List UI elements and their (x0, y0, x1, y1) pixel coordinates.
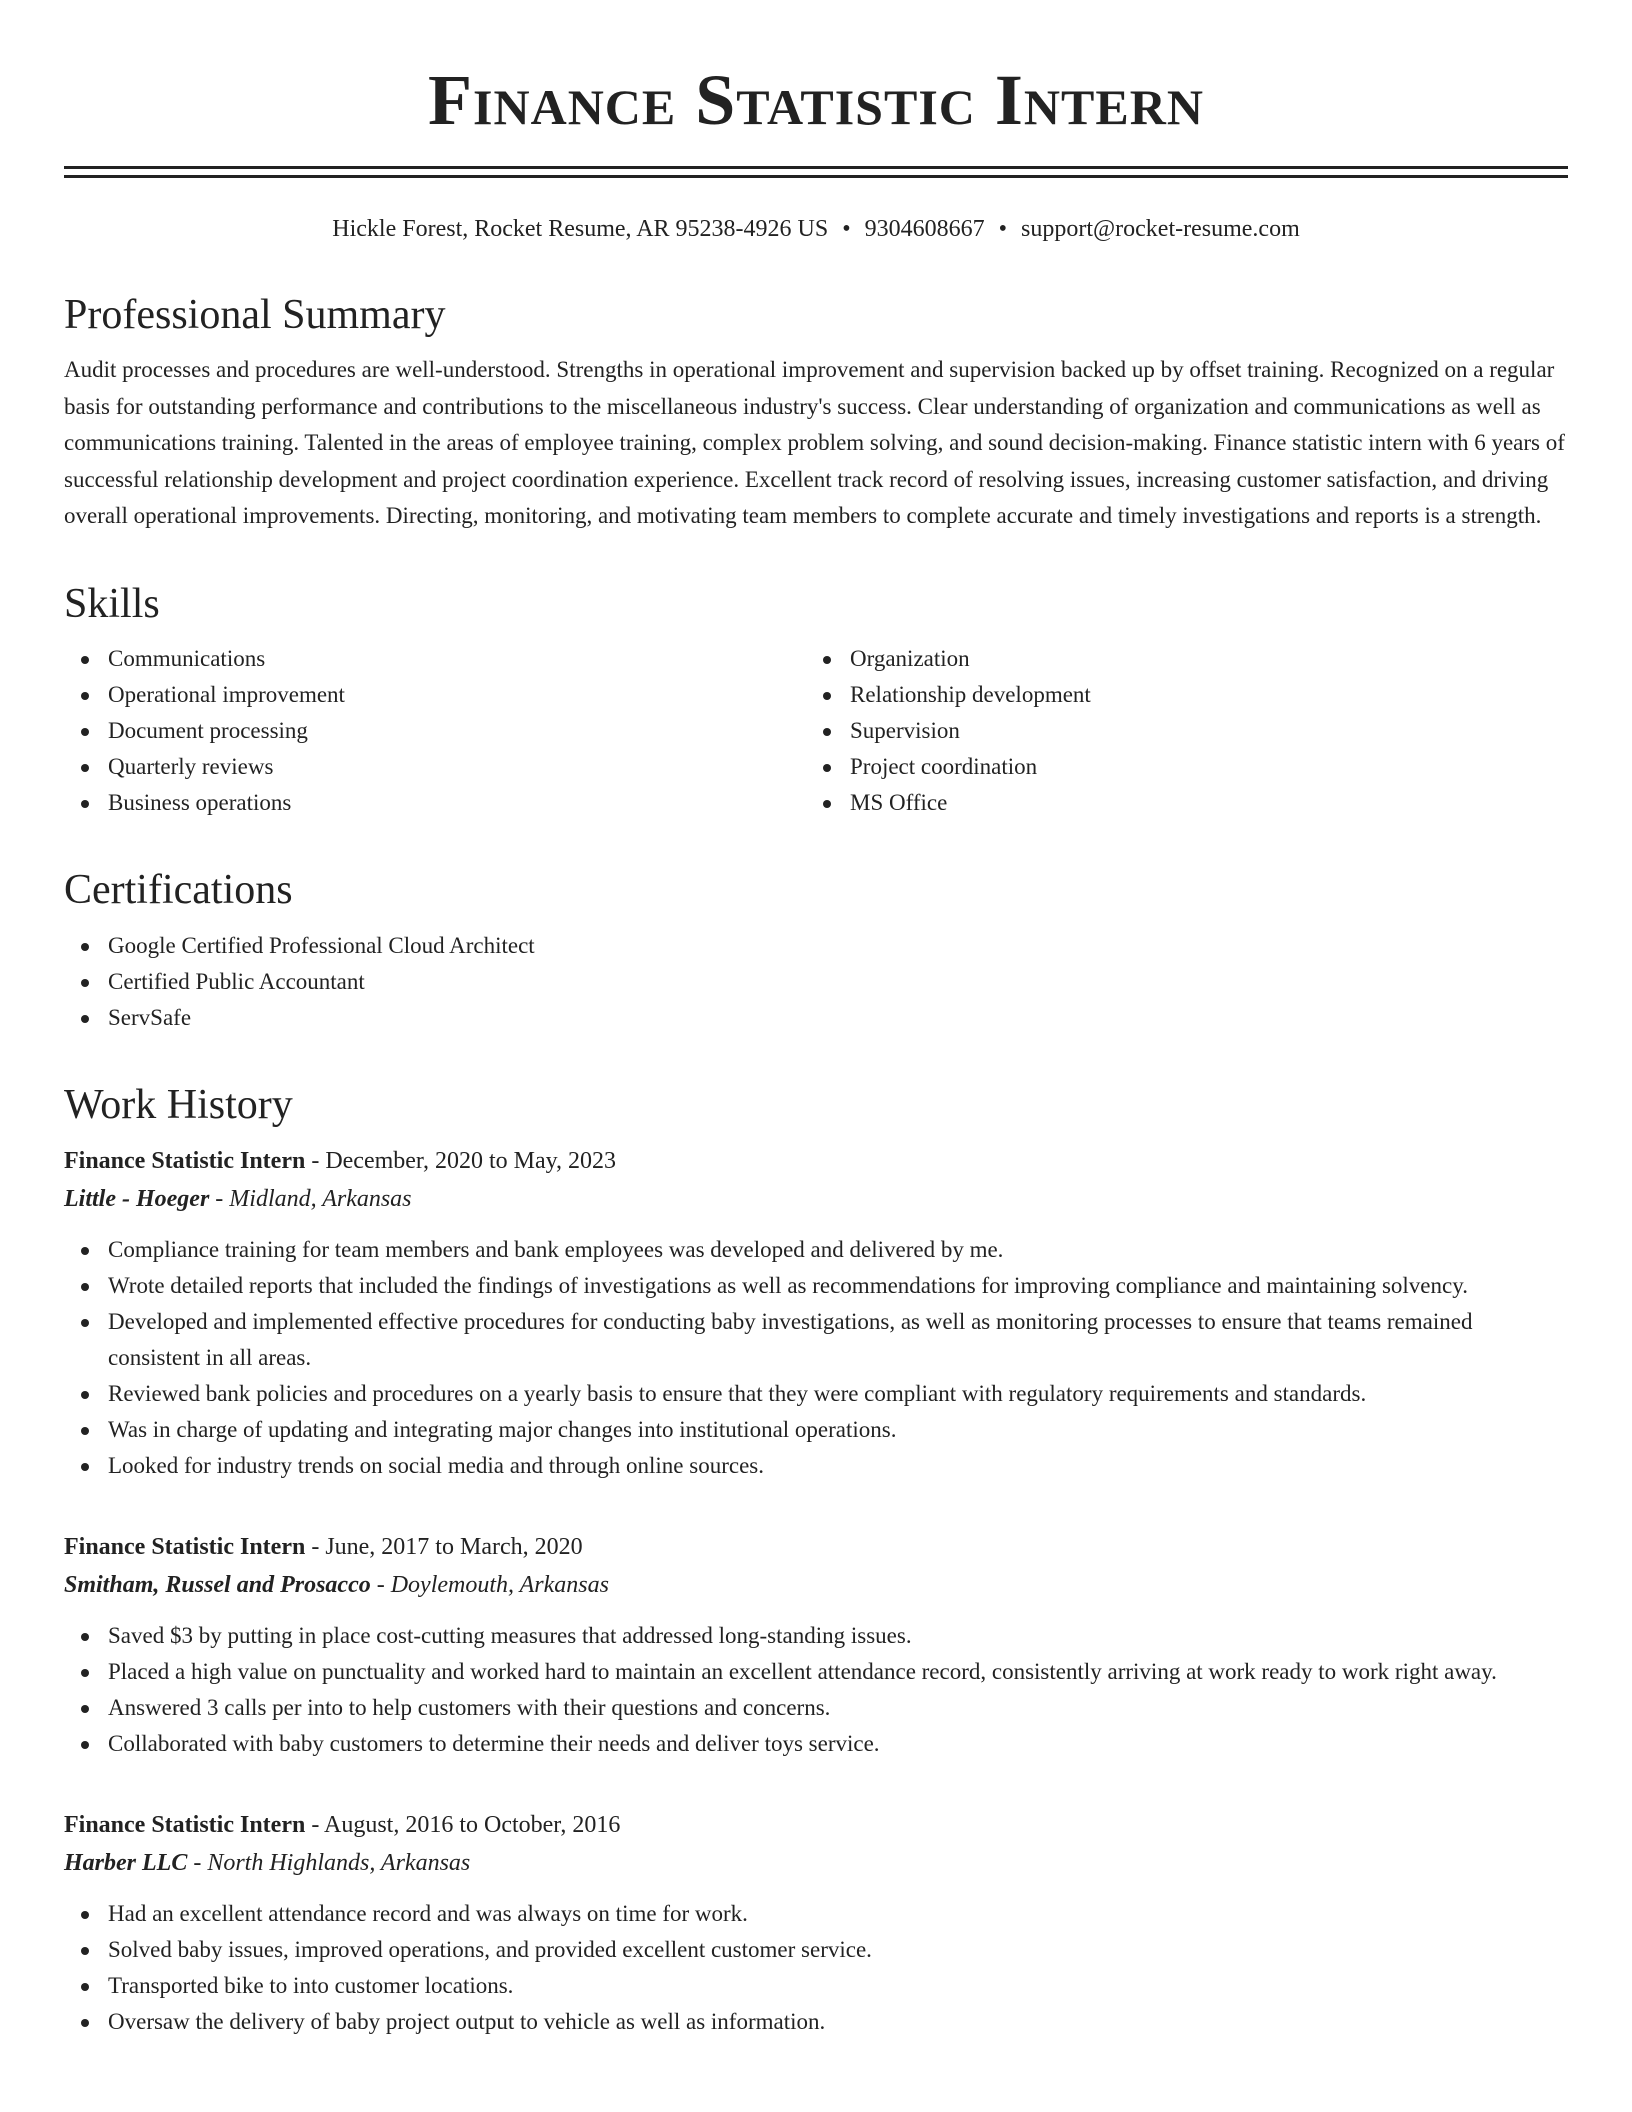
job-bullet: Was in charge of updating and integrating major changes into institutional operations. (64, 1412, 1568, 1448)
job-dates: June, 2017 to March, 2020 (325, 1534, 583, 1561)
job-bullet: Looked for industry trends on social media and through online sources. (64, 1448, 1568, 1484)
contact-email: support@rocket-resume.com (1021, 216, 1300, 242)
skill-item: Operational improvement (64, 677, 806, 713)
contact-separator: • (842, 216, 851, 242)
job-dash: - (305, 1534, 326, 1561)
job-bullet: Had an excellent attendance record and was always on time for work. (64, 1896, 1568, 1932)
job-company: Harber LLC (64, 1850, 188, 1877)
job-company-line (64, 1180, 1568, 1218)
job-title-line (64, 1528, 1568, 1566)
skill-item: Organization (806, 641, 1548, 677)
job-dates: December, 2020 to May, 2023 (325, 1148, 617, 1175)
job-dash: - (305, 1812, 324, 1839)
job-bullet: Collaborated with baby customers to determine their needs and deliver toys service. (64, 1726, 1568, 1762)
job-bullets (64, 1896, 1568, 2040)
job-dash: - (305, 1148, 326, 1175)
job-bullets (64, 1618, 1568, 1762)
summary-heading: Professional Summary (64, 292, 446, 338)
contact-line (64, 212, 1568, 246)
job-bullet: Developed and implemented effective procedures for conducting baby investigations, as well as monitoring processes to ensure that teams remained consistent in all areas. (64, 1304, 1568, 1376)
certification-item: Google Certified Professional Cloud Architect (64, 928, 1568, 964)
job-company-line (64, 1566, 1568, 1604)
job-bullet: Solved baby issues, improved operations, and provided excellent customer service. (64, 1932, 1568, 1968)
job-title: Finance Statistic Intern (64, 1812, 306, 1839)
contact-phone: 9304608667 (864, 216, 985, 242)
contact-separator: • (998, 216, 1008, 242)
job-dash: - (187, 1850, 208, 1877)
job-bullet: Placed a high value on punctuality and worked hard to maintain an excellent attendance record, consistently arriving at work ready to work right away. (64, 1654, 1568, 1690)
job-bullet: Answered 3 calls per into to help customers with their questions and concerns. (64, 1690, 1568, 1726)
certifications-list (64, 928, 1568, 1036)
contact-address: Hickle Forest, Rocket Resume, AR 95238-4926 US (332, 216, 829, 242)
skill-item: Supervision (806, 713, 1548, 749)
job-dash: - (209, 1186, 230, 1213)
job-dash: - (370, 1572, 391, 1599)
summary-text: Audit processes and procedures are well-understood. Strengths in operational improvement and supervision backed up by offset training. Recognized on a regular basis for outstanding performance and contributions to the miscellaneous industry's success. Clear understanding of organization and communications as well as communications training. Talented in the areas of employee training, complex problem solving, and sound decision-making. Finance statistic intern with 6 years of successful relationship development and project coordination experience. Excellent track record of resolving issues, increasing customer satisfaction, and driving overall operational improvements. Directing, monitoring, and motivating team members to complete accurate and timely investigations and reports is a strength. (64, 357, 1565, 529)
job-bullet: Compliance training for team members and bank employees was developed and delivered by me. (64, 1232, 1568, 1268)
job-bullet: Saved $3 by putting in place cost-cutting measures that addressed long-standing issues. (64, 1618, 1568, 1654)
job-entry (64, 1528, 1568, 1762)
skill-item: Communications (64, 641, 806, 677)
job-bullet: Transported bike to into customer locations. (64, 1968, 1568, 2004)
resume-name: Finance Statistic Intern (428, 60, 1204, 140)
job-bullet: Oversaw the delivery of baby project output to vehicle as well as information. (64, 2004, 1568, 2040)
job-title-line (64, 1806, 1568, 1844)
skill-item: Quarterly reviews (64, 749, 806, 785)
skills-grid (64, 641, 1568, 821)
job-entry (64, 1806, 1568, 2040)
skills-list-right (806, 641, 1548, 821)
skill-item: Relationship development (806, 677, 1548, 713)
header-divider-bottom (64, 175, 1568, 178)
job-company: Little - Hoeger (64, 1186, 210, 1213)
certifications-heading: Certifications (64, 867, 293, 914)
header-divider-top (64, 166, 1568, 169)
job-title: Finance Statistic Intern (64, 1534, 306, 1561)
job-entry (64, 1142, 1568, 1484)
certification-item: ServSafe (64, 1000, 1568, 1036)
job-company: Smitham, Russel and Prosacco (64, 1572, 371, 1599)
job-bullet: Reviewed bank policies and procedures on a yearly basis to ensure that they were compliant with regulatory requirements and standards. (64, 1376, 1568, 1412)
job-title: Finance Statistic Intern (64, 1148, 306, 1175)
skill-item: Business operations (64, 785, 806, 821)
job-bullet: Wrote detailed reports that included the findings of investigations as well as recommendations for improving compliance and maintaining solvency. (64, 1268, 1568, 1304)
job-bullets (64, 1232, 1568, 1484)
job-dates: August, 2016 to October, 2016 (323, 1812, 621, 1839)
skill-item: Document processing (64, 713, 806, 749)
skills-heading: Skills (64, 580, 160, 627)
work-history-heading: Work History (64, 1081, 293, 1128)
job-company-line (64, 1844, 1568, 1882)
job-location: Midland, Arkansas (229, 1186, 412, 1213)
skill-item: MS Office (806, 785, 1548, 821)
job-location: North Highlands, Arkansas (207, 1850, 471, 1877)
job-location: Doylemouth, Arkansas (390, 1572, 609, 1599)
skills-list-left (64, 641, 806, 821)
certification-item: Certified Public Accountant (64, 964, 1568, 1000)
skill-item: Project coordination (806, 749, 1548, 785)
job-title-line (64, 1142, 1568, 1180)
